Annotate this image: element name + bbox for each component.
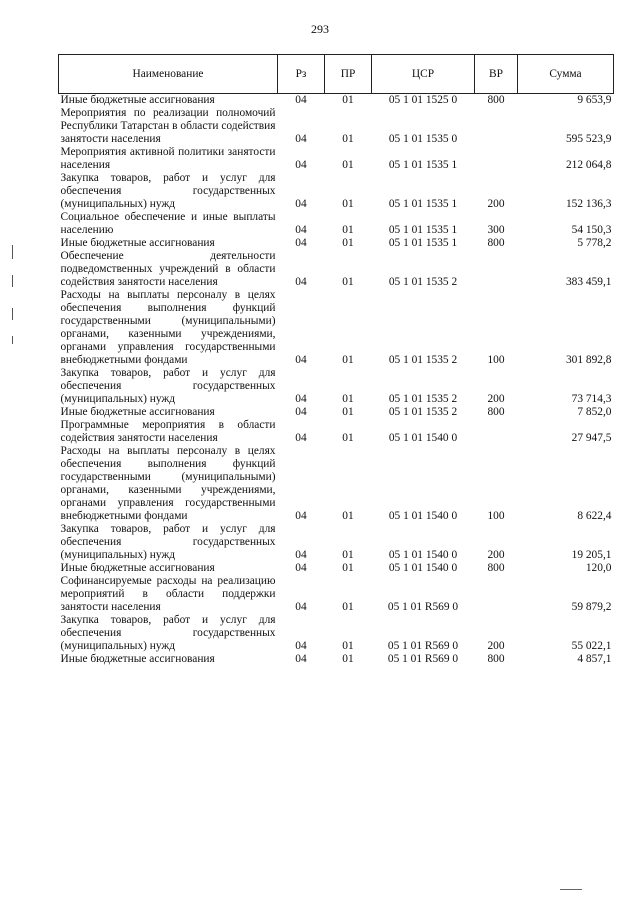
- row-pr: 01: [342, 159, 354, 171]
- row-csr: 05 1 01 1535 1: [388, 224, 458, 236]
- row-pr: 01: [342, 354, 354, 366]
- row-rz: 04: [295, 133, 307, 145]
- row-pr: 01: [342, 601, 354, 613]
- row-name: Иные бюджетные ассигнования: [60, 237, 215, 249]
- table-row: [59, 419, 614, 445]
- row-sum: 59 879,2: [571, 601, 612, 613]
- row-name: Иные бюджетные ассигнования: [60, 653, 215, 665]
- row-pr: 01: [342, 653, 354, 665]
- row-csr: 05 1 01 R569 0: [387, 601, 459, 613]
- row-vr: 200: [487, 393, 505, 405]
- row-csr: 05 1 01 R569 0: [387, 653, 459, 665]
- row-vr: [475, 250, 518, 289]
- row-csr: 05 1 01 1535 2: [388, 393, 458, 405]
- table-row: [59, 172, 614, 211]
- margin-mark: [12, 336, 13, 344]
- row-name: Закупка товаров, работ и услуг для обеспечения государственных (муниципальных) нужд: [60, 367, 276, 405]
- row-sum: 55 022,1: [571, 640, 612, 652]
- header-csr: ЦСР: [372, 55, 475, 94]
- row-csr: 05 1 01 1535 1: [388, 198, 458, 210]
- row-rz: 04: [295, 159, 307, 171]
- row-name: Закупка товаров, работ и услуг для обеспечения государственных (муниципальных) нужд: [60, 172, 276, 210]
- table-header-row: [59, 55, 614, 94]
- row-pr: 01: [342, 510, 354, 522]
- table-row: [59, 211, 614, 237]
- row-rz: 04: [295, 393, 307, 405]
- row-vr: 100: [487, 510, 505, 522]
- page-number: 293: [311, 22, 329, 36]
- row-sum: 120,0: [585, 562, 612, 574]
- table-row: [59, 107, 614, 146]
- header-rz: Рз: [278, 55, 325, 94]
- row-vr: 100: [487, 354, 505, 366]
- row-sum: 212 064,8: [565, 159, 612, 171]
- header-sum: Сумма: [518, 55, 614, 94]
- row-csr: 05 1 01 1535 0: [388, 133, 458, 145]
- row-csr: 05 1 01 1540 0: [388, 510, 458, 522]
- row-pr: 01: [342, 276, 354, 288]
- row-sum: 383 459,1: [565, 276, 612, 288]
- row-csr: 05 1 01 1540 0: [388, 432, 458, 444]
- header-name: Наименование: [59, 55, 278, 94]
- row-vr: 800: [487, 653, 505, 665]
- table-row: [59, 367, 614, 406]
- row-rz: 04: [295, 653, 307, 665]
- table-row: [59, 289, 614, 367]
- row-vr: 800: [487, 237, 505, 249]
- budget-table: [58, 54, 614, 666]
- table-row: [59, 653, 614, 666]
- row-name: Иные бюджетные ассигнования: [60, 406, 215, 418]
- table-row: [59, 146, 614, 172]
- row-sum: 9 653,9: [577, 94, 612, 106]
- row-vr: [475, 146, 518, 172]
- margin-mark: [12, 275, 13, 287]
- table-row: [59, 94, 614, 108]
- margin-mark: [12, 245, 13, 259]
- margin-mark: [560, 889, 582, 890]
- row-pr: 01: [342, 432, 354, 444]
- row-csr: 05 1 01 1535 1: [388, 159, 458, 171]
- row-name: Социальное обеспечение и иные выплаты населению: [60, 211, 276, 236]
- row-rz: 04: [295, 601, 307, 613]
- row-csr: 05 1 01 1535 2: [388, 354, 458, 366]
- margin-mark: [12, 308, 13, 320]
- row-name: Мероприятия по реализации полномочий Республики Татарстан в области содействия занятости населения: [60, 107, 276, 145]
- row-rz: 04: [295, 224, 307, 236]
- row-name: Софинансируемые расходы на реализацию мероприятий в области поддержки занятости населения: [60, 575, 276, 613]
- row-pr: 01: [342, 640, 354, 652]
- row-sum: 595 523,9: [565, 133, 612, 145]
- row-rz: 04: [295, 549, 307, 561]
- table-row: [59, 614, 614, 653]
- row-vr: 800: [487, 94, 505, 106]
- row-sum: 301 892,8: [565, 354, 612, 366]
- table-row: [59, 406, 614, 419]
- row-pr: 01: [342, 393, 354, 405]
- table-row: [59, 445, 614, 523]
- row-rz: 04: [295, 510, 307, 522]
- row-csr: 05 1 01 1525 0: [388, 94, 458, 106]
- row-name: Иные бюджетные ассигнования: [60, 562, 215, 574]
- row-sum: 5 778,2: [577, 237, 612, 249]
- row-rz: 04: [295, 198, 307, 210]
- row-vr: 800: [487, 562, 505, 574]
- row-sum: 54 150,3: [571, 224, 612, 236]
- row-pr: 01: [342, 133, 354, 145]
- table-row: [59, 523, 614, 562]
- row-csr: 05 1 01 1535 2: [388, 406, 458, 418]
- row-vr: [475, 107, 518, 146]
- row-name: Мероприятия активной политики занятости населения: [60, 146, 276, 171]
- header-pr: ПР: [325, 55, 372, 94]
- row-vr: 200: [487, 198, 505, 210]
- row-sum: 73 714,3: [571, 393, 612, 405]
- row-rz: 04: [295, 354, 307, 366]
- row-sum: 19 205,1: [571, 549, 612, 561]
- row-pr: 01: [342, 237, 354, 249]
- row-csr: 05 1 01 1535 1: [388, 237, 458, 249]
- row-rz: 04: [295, 237, 307, 249]
- row-sum: 152 136,3: [565, 198, 612, 210]
- row-csr: 05 1 01 R569 0: [387, 640, 459, 652]
- row-rz: 04: [295, 276, 307, 288]
- row-pr: 01: [342, 406, 354, 418]
- row-vr: 200: [487, 549, 505, 561]
- table-row: [59, 575, 614, 614]
- row-name: Закупка товаров, работ и услуг для обеспечения государственных (муниципальных) нужд: [60, 523, 276, 561]
- row-rz: 04: [295, 640, 307, 652]
- row-name: Обеспечение деятельности подведомственных учреждений в области содействия занятости населения: [60, 250, 276, 288]
- row-sum: 27 947,5: [571, 432, 612, 444]
- table-row: [59, 562, 614, 575]
- row-vr: [475, 575, 518, 614]
- row-pr: 01: [342, 549, 354, 561]
- row-name: Иные бюджетные ассигнования: [60, 94, 215, 106]
- row-rz: 04: [295, 432, 307, 444]
- header-vr: ВР: [475, 55, 518, 94]
- row-pr: 01: [342, 198, 354, 210]
- table-row: [59, 237, 614, 250]
- row-csr: 05 1 01 1540 0: [388, 549, 458, 561]
- row-sum: 7 852,0: [577, 406, 612, 418]
- row-name: Программные мероприятия в области содействия занятости населения: [60, 419, 276, 444]
- row-rz: 04: [295, 562, 307, 574]
- row-name: Расходы на выплаты персоналу в целях обеспечения выполнения функций государственными (муниципальными) органами, казенными учреждениями, органами управления государственными внебюджетными фондами: [60, 289, 276, 366]
- row-sum: 4 857,1: [577, 653, 612, 665]
- row-csr: 05 1 01 1535 2: [388, 276, 458, 288]
- row-vr: [475, 419, 518, 445]
- row-vr: 300: [487, 224, 505, 236]
- table-row: [59, 250, 614, 289]
- row-name: Закупка товаров, работ и услуг для обеспечения государственных (муниципальных) нужд: [60, 614, 276, 652]
- row-pr: 01: [342, 224, 354, 236]
- row-vr: 800: [487, 406, 505, 418]
- row-csr: 05 1 01 1540 0: [388, 562, 458, 574]
- row-pr: 01: [342, 94, 354, 106]
- row-rz: 04: [295, 406, 307, 418]
- row-vr: 200: [487, 640, 505, 652]
- row-name: Расходы на выплаты персоналу в целях обеспечения выполнения функций государственными (муниципальными) органами, казенными учреждениями, органами управления государственными внебюджетными фондами: [60, 445, 276, 522]
- row-rz: 04: [295, 94, 307, 106]
- row-sum: 8 622,4: [577, 510, 612, 522]
- row-pr: 01: [342, 562, 354, 574]
